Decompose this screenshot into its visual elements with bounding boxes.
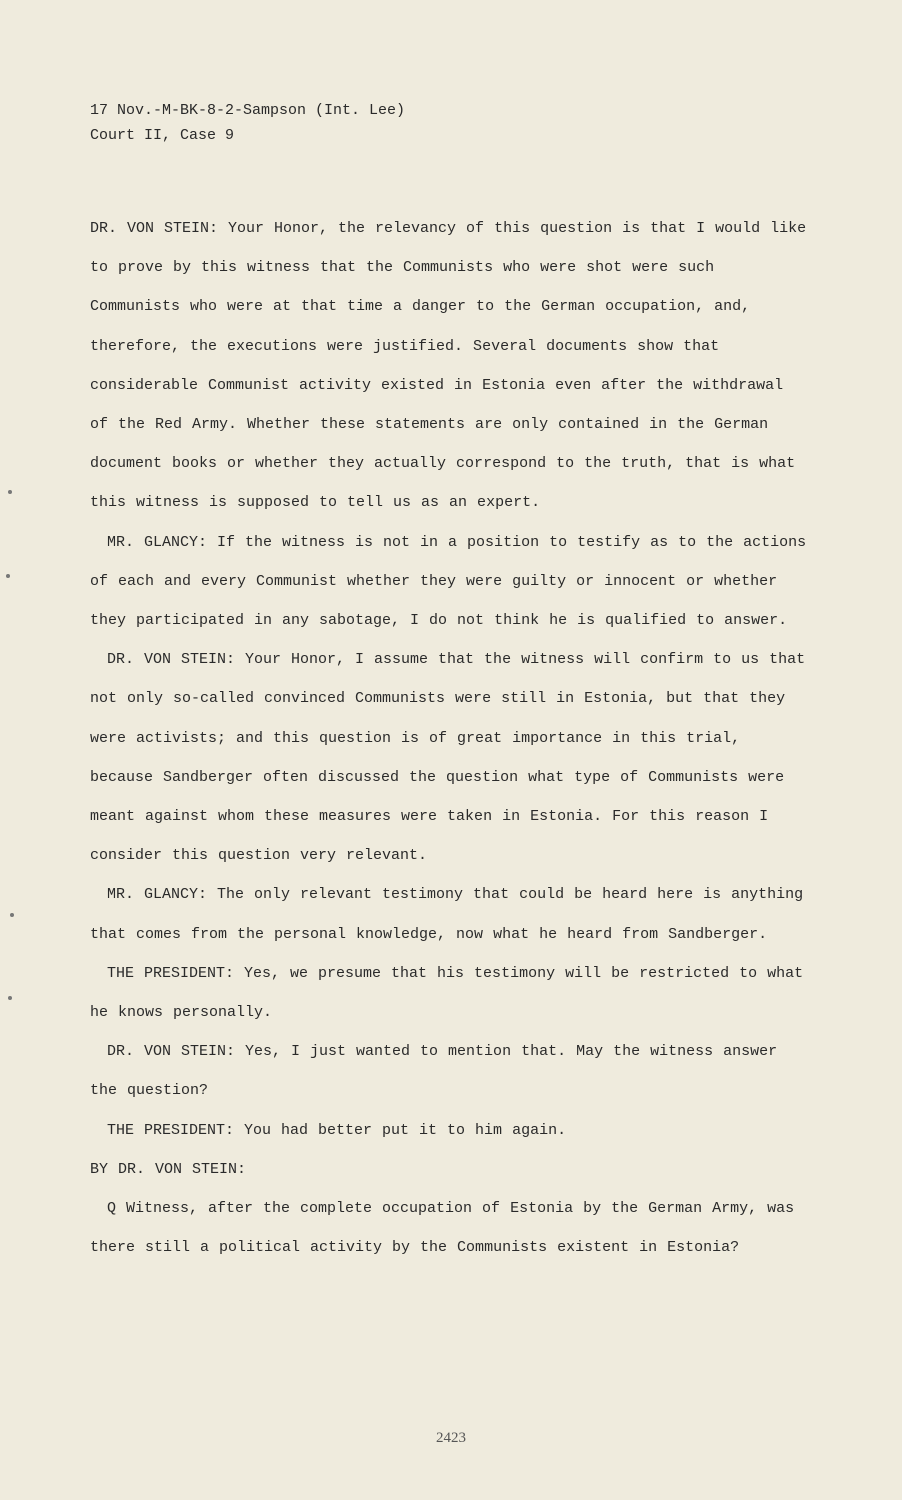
header-line-2: Court II, Case 9 [90,127,235,144]
header-line-1: 17 Nov.-M-BK-8-2-Sampson (Int. Lee) [90,102,406,119]
binding-hole-mark [8,996,12,1000]
document-header [90,98,405,148]
binding-hole-mark [8,490,12,494]
paragraph-8: BY DR. VON STEIN: [90,1160,247,1178]
binding-hole-mark [6,574,10,578]
paragraph-3: DR. VON STEIN: Your Honor, I assume that the witness will confirm to us that not only so-called convinced Communists were still in Estonia, but that they were activists; and this question is of great importance in this trial, because Sandberger often discussed the question what type of Communists were meant against whom these measures were taken in Estonia. For this reason I consider this question very relevant. [90,651,806,865]
paragraph-9: Q Witness, after the complete occupation of Estonia by the German Army, was there still a political activity by the Communists existent in Estonia? [90,1200,795,1257]
paragraph-1: DR. VON STEIN: Your Honor, the relevancy of this question is that I would like to prove by this witness that the Communists who were shot were such Communists who were at that time a danger to the German occupation, and, therefore, the executions were justified. Several documents show that considerable Communist activity existed in Estonia even after the withdrawal of the Red Army. Whether these statements are only contained in the German document books or whether they actually correspond to the truth, that is what this witness is supposed to tell us as an expert. [90,220,807,512]
transcript-body [90,209,810,1267]
binding-hole-mark [10,913,14,917]
paragraph-7: THE PRESIDENT: You had better put it to him again. [107,1121,567,1139]
paragraph-4: MR. GLANCY: The only relevant testimony that could be heard here is anything that comes from the personal knowledge, now what he heard from Sandberger. [90,886,804,943]
paragraph-6: DR. VON STEIN: Yes, I just wanted to mention that. May the witness answer the question? [90,1043,778,1100]
paragraph-2: MR. GLANCY: If the witness is not in a position to testify as to the actions of each and every Communist whether they were guilty or innocent or whether they participated in any sabotage, I do not think he is qualified to answer. [90,533,807,630]
paragraph-5: THE PRESIDENT: Yes, we presume that his testimony will be restricted to what he knows personally. [90,964,804,1022]
page-number: 2423 [436,1430,466,1446]
